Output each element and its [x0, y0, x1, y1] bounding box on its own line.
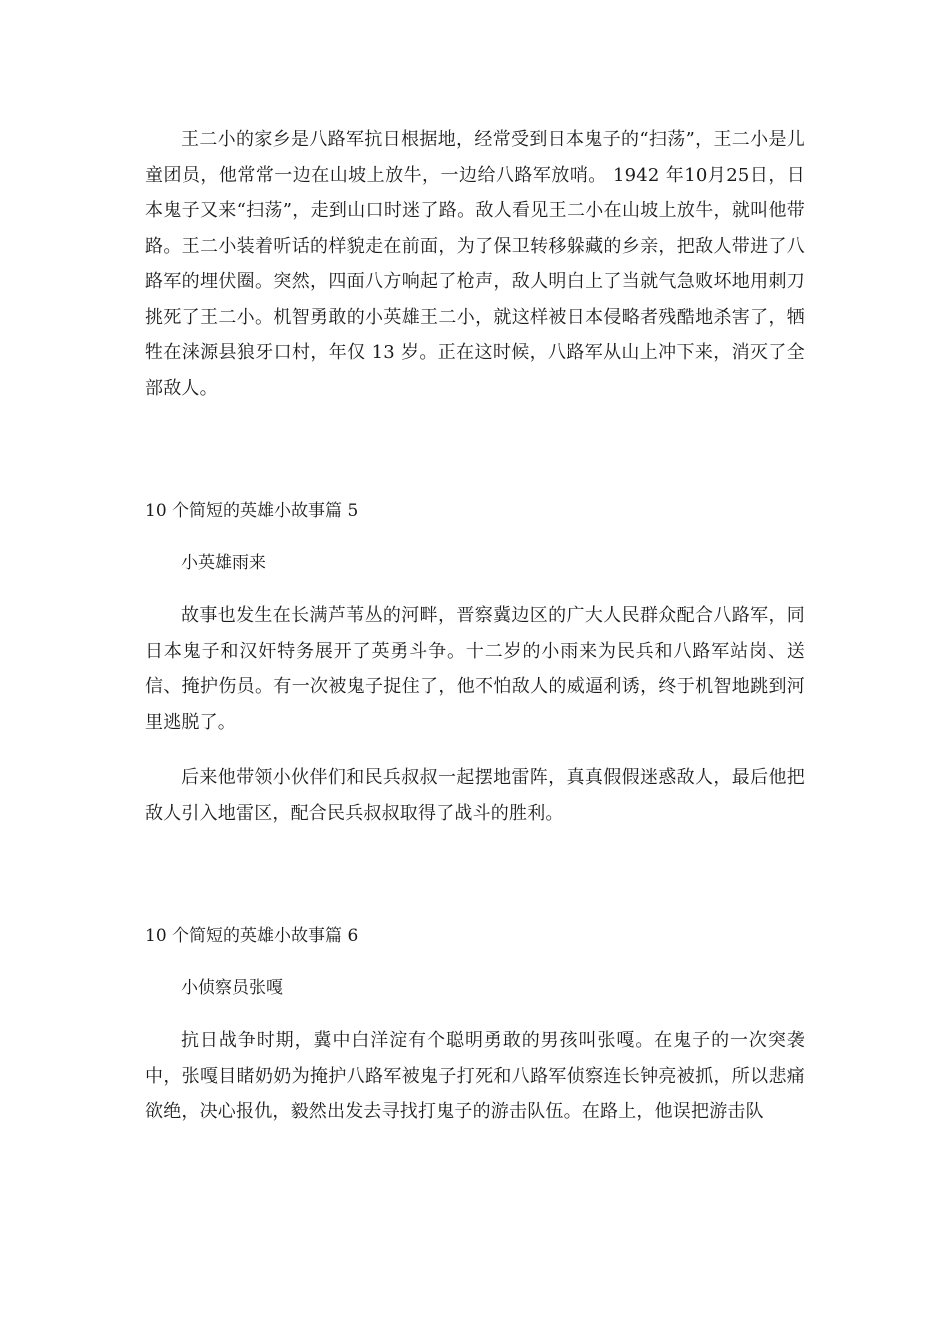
section-spacer — [145, 951, 805, 973]
story5-heading: 10 个简短的英雄小故事篇 5 — [145, 501, 359, 521]
section-spacer — [145, 406, 805, 496]
story6-paragraph: 抗日战争时期，冀中白洋淀有个聪明勇敢的男孩叫张嘎。在鬼子的一次突袭中，张嘎目睹奶奶为掩护八路军被鬼子打死和八路军侦察连长钟亮被抓，所以悲痛欲绝，决心报仇，毅然出发去寻找打鬼子的游击队伍。在路上，他误把游击队 — [145, 1030, 805, 1122]
story5-paragraph-2: 后来他带领小伙伴们和民兵叔叔一起摆地雷阵，真真假假迷惑敌人，最后他把敌人引入地雷区，配合民兵叔叔取得了战斗的胜利。 — [145, 767, 805, 824]
section-spacer — [145, 1003, 805, 1023]
section-spacer — [145, 740, 805, 760]
document-page — [145, 122, 805, 1130]
story4-paragraph: 王二小的家乡是八路军抗日根据地，经常受到日本鬼子的“扫荡”，王二小是儿童团员，他常常一边在山坡上放牛，一边给八路军放哨。 1942 年10月25日，日本鬼子又来“扫荡”，走到山口时迷了路。敌人看见王二小在山坡上放牛，就叫他带路。王二小装着听话的样貌走在前面，为了保卫转移躲藏的乡亲，把敌人带进了八路军的埋伏圈。突然，四面八方响起了枪声，敌人明白上了当就气急败坏地用刺刀挑死了王二小。机智勇敢的小英雄王二小，就这样被日本侵略者残酷地杀害了，牺牲在涞源县狼牙口村，年仅 13 岁。正在这时候，八路军从山上冲下来，消灭了全部敌人。 — [145, 129, 805, 399]
story5-paragraph-1: 故事也发生在长满芦苇丛的河畔，晋察冀边区的广大人民群众配合八路军，同日本鬼子和汉奸特务展开了英勇斗争。十二岁的小雨来为民兵和八路军站岗、送信、掩护伤员。有一次被鬼子捉住了，他不怕敌人的威逼利诱，终于机智地跳到河里逃脱了。 — [145, 605, 805, 733]
story5-title: 小英雄雨来 — [181, 553, 266, 573]
story6-heading: 10 个简短的英雄小故事篇 6 — [145, 926, 359, 946]
story6-title: 小侦察员张嘎 — [181, 978, 283, 998]
section-spacer — [145, 831, 805, 921]
section-spacer — [145, 578, 805, 598]
section-spacer — [145, 526, 805, 548]
